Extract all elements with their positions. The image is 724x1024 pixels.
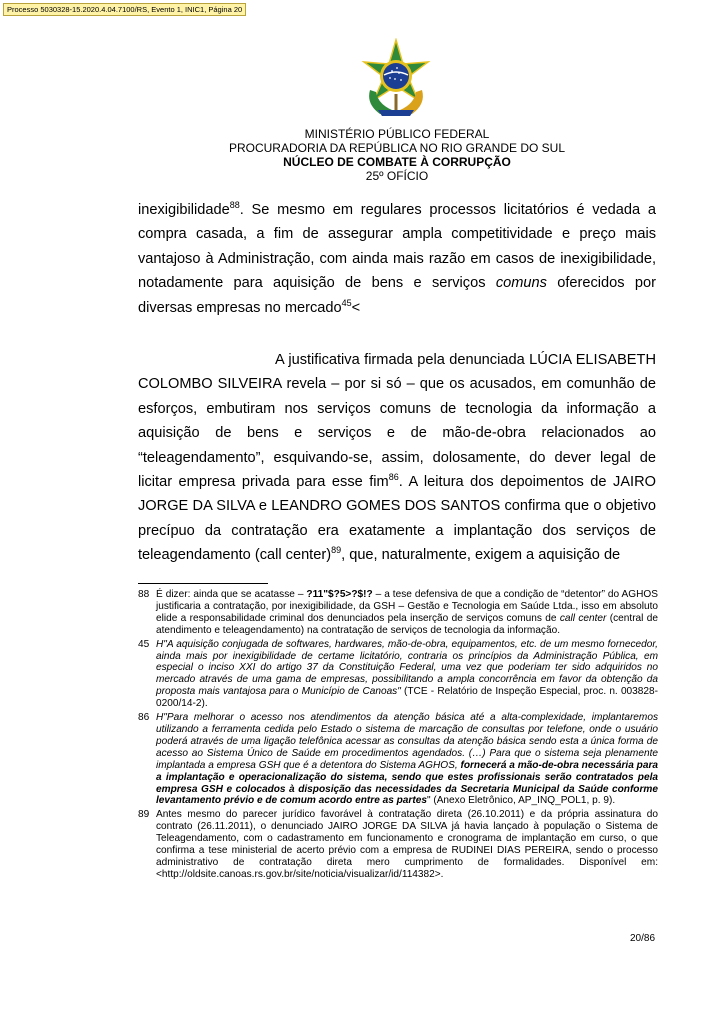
footnotes xyxy=(138,589,658,883)
footnote-86 xyxy=(138,712,658,807)
footnote-text: Antes mesmo do parecer jurídico favorável à contratação direta (26.10.2011) e da própria assinatura do contrato (26.11.2011), o denunciado JAIRO JORGE DA SILVA já havia lançado à população o Sistema de Teleagendamento, com o cadastramento em funcionamento e cronograma de implantação em curso, o que confirma a tese ministerial de acerto prévio com a empresa de RUDINEI DIAS PEREIRA, sendo o processo administrativo de contratação direta mero cumprimento de formalidades. Disponível em: <http://oldsite.canoas.rs.gov.br/site/noticia/visualizar/id/114382>. xyxy=(156,809,658,880)
footnote-ref-86[interactable]: 86 xyxy=(388,472,399,483)
footnote-45 xyxy=(138,639,658,710)
footnote-text: H"Para melhorar o acesso nos atendimentos da atenção básica até a alta-complexidade, implantaremos utilizando a ferramenta cedida pelo Estado o sistema de marcação de consultas por telefone, onde o usuário poderá através de uma ligação telefônica acessar as consultas da atenção básica sendo esta a única forma de acesso ao Sistema Único de Saúde em procedimentos agendados. (…) Para que o sistema seja plenamente implantada a empresa GSH que é a detentora do Sistema AGHOS, fornecerá a mão-de-obra necessária para a implantação e operacionalização do sistema, sendo que estes profissionais serão contratados pela empresa GSH e colocados à disposição das necessidades da Secretaria Municipal da Saúde conforme levantamento prévio e de comum acordo entre as partes" (Anexo Eletrônico, AP_INQ_POL1, p. 9). xyxy=(156,712,658,807)
process-stamp: Processo 5030328-15.2020.4.04.7100/RS, Evento 1, INIC1, Página 20 xyxy=(3,3,246,16)
footnote-divider xyxy=(138,583,268,584)
footnote-number: 45 xyxy=(138,638,150,650)
document-header xyxy=(0,127,724,183)
header-procuradoria: PROCURADORIA DA REPÚBLICA NO RIO GRANDE DO SUL xyxy=(228,141,566,155)
footnote-ref-89[interactable]: 89 xyxy=(331,545,342,556)
header-nucleo: NÚCLEO DE COMBATE À CORRUPÇÃO xyxy=(283,155,511,169)
brasao-republica-icon xyxy=(356,38,436,122)
paragraph-1: inexigibilidade$^{88}$. Se mesmo em regulares processos licitatórios é vedada a compra casada, a fim de assegurar ampla competitividade e preço mais vantajoso à Administração, com ainda mais razão em casos de inexigibilidade, notadamente para aquisição de bens e serviços comuns oferecidos por diversas empresas no mercado$^{45}$< xyxy=(138,200,656,316)
footnote-89 xyxy=(138,809,658,880)
header-ministry: MINISTÉRIO PÚBLICO FEDERAL xyxy=(304,127,490,141)
header-oficio: 25º OFÍCIO xyxy=(365,169,429,183)
footnote-number: 89 xyxy=(138,809,150,821)
footnote-ref-88[interactable]: 88 xyxy=(229,200,240,211)
footnote-text: É dizer: ainda que se acatasse – ?11"$?5>?$!? – a tese defensiva de que a condição de “detentor” do AGHOS justificaria a contratação, por inexigibilidade, da GSH – Gestão e Tecnologia em Saúde Ltda., isso em absoluto elide a responsabilidade criminal dos denunciados pela inserção de serviços comuns de call center (central de atendimento e teleagendamento) na contratação de serviços de tecnologia da informação. xyxy=(156,589,658,636)
paragraph-2: A justificativa firmada pela denunciada LÚCIA ELISABETH COLOMBO SILVEIRA revela – por si só – que os acusados, em comunhão de esforços, embutiram nos serviços comuns de tecnologia da informação a aquisição de bens e serviços e de mão-de-obra relacionados ao “teleagendamento”, esquivando-se, assim, dolosamente, do dever legal de licitar empresa privada para esse fim$^{86}$. A leitura dos depoimentos de JAIRO JORGE DA SILVA e LEANDRO GOMES DOS SANTOS confirma que o objetivo precípuo da contratação era exatamente a implantação dos serviços de teleagendamento (call center)$^{89}$, que, naturalmente, exigem a aquisição de xyxy=(138,352,656,564)
footnote-88 xyxy=(138,589,658,637)
footnote-number: 86 xyxy=(138,712,150,724)
page-number: 20/86 xyxy=(630,933,656,944)
footnote-text: H"A aquisição conjugada de softwares, hardwares, mão-de-obra, equipamentos, etc. de um mesmo fornecedor, ainda mais por inexigibilidade de certame licitatório, contraria os princípios da Administração Pública, em especial o inciso XXI do artigo 37 da Constituição Federal, uma vez que poderiam ter sido adquiridos no mercado através de uma gama de empresas, possibilitando a ampla concorrência em favor da obtenção da proposta mais vantajosa para o Município de Canoas" (TCE - Relatório de Inspeção Especial, proc. n. 003828-0200/14-2). xyxy=(156,638,658,710)
footnote-ref-45[interactable]: 45 xyxy=(341,297,352,308)
footnote-number: 88 xyxy=(138,589,150,600)
